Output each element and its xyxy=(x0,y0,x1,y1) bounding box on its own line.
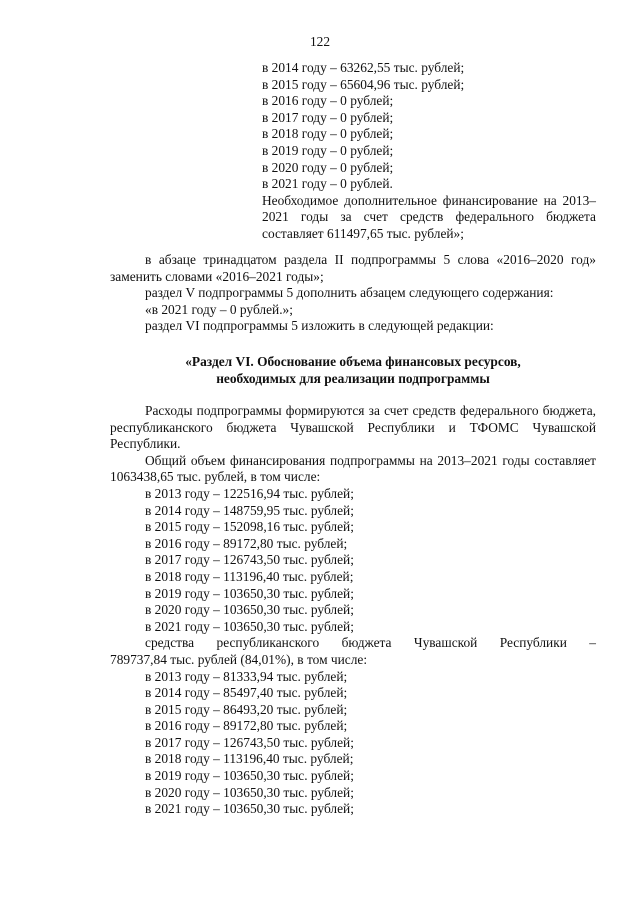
section-heading-line: «Раздел VI. Обоснование объема финансовых ресурсов, xyxy=(185,354,521,369)
list-item: в 2020 году – 103650,30 тыс. рублей; xyxy=(145,784,354,800)
list-item: в 2014 году – 63262,55 тыс. рублей; xyxy=(262,60,465,75)
amendment-paragraph: «в 2021 году – 0 рублей.»; xyxy=(145,301,293,317)
list-item: в 2017 году – 126743,50 тыс. рублей; xyxy=(145,734,354,750)
word: – xyxy=(589,635,596,651)
list-item: в 2016 году – 0 рублей; xyxy=(262,93,394,109)
financing-continuation xyxy=(262,60,596,243)
word: Республики xyxy=(499,635,567,651)
list-item: в 2020 году – 103650,30 тыс. рублей; xyxy=(145,602,354,618)
word: Чувашской xyxy=(413,635,478,651)
list-item: в 2015 году – 152098,16 тыс. рублей; xyxy=(145,519,354,535)
amendment-paragraph: в абзаце тринадцатом раздела II подпрограммы 5 слова «2016–2020 год» заменить словами «2016–2021 годы»; xyxy=(110,252,596,284)
page-number: 122 xyxy=(309,34,331,49)
list-item: в 2014 году – 85497,40 тыс. рублей; xyxy=(145,685,348,701)
list-item: в 2021 году – 103650,30 тыс. рублей; xyxy=(145,618,354,634)
list-item: в 2017 году – 126743,50 тыс. рублей; xyxy=(145,552,354,568)
word: средства xyxy=(145,635,195,651)
list-item: в 2018 году – 113196,40 тыс. рублей; xyxy=(145,751,354,767)
list-item: в 2016 году – 89172,80 тыс. рублей; xyxy=(145,535,348,551)
republic-budget-line xyxy=(110,635,596,652)
list-item: в 2013 году – 81333,94 тыс. рублей; xyxy=(145,668,348,684)
section-heading-line: необходимых для реализации подпрограммы xyxy=(216,371,490,386)
list-item: в 2015 году – 86493,20 тыс. рублей; xyxy=(145,701,348,717)
amendments xyxy=(110,252,596,335)
list-item: в 2019 году – 0 рублей; xyxy=(262,142,394,158)
list-item: в 2021 году – 103650,30 тыс. рублей; xyxy=(145,801,354,817)
word: бюджета xyxy=(341,635,392,651)
section-body xyxy=(110,403,596,818)
list-item: в 2013 году – 122516,94 тыс. рублей; xyxy=(145,485,354,501)
word: республиканского xyxy=(216,635,320,651)
list-item: в 2018 году – 0 рублей; xyxy=(262,126,394,142)
list-item: в 2016 году – 89172,80 тыс. рублей; xyxy=(145,718,348,734)
republic-budget-total: 789737,84 тыс. рублей (84,01%), в том числе: xyxy=(110,651,368,667)
sources-paragraph: Расходы подпрограммы формируются за счет средств федерального бюджета, республиканского бюджета Чувашской Республики и ТФОМС Чувашской Республики. xyxy=(110,403,596,452)
list-item: в 2020 году – 0 рублей; xyxy=(262,159,394,175)
list-item: в 2018 году – 113196,40 тыс. рублей; xyxy=(145,568,354,584)
total-paragraph: Общий объем финансирования подпрограммы на 2013–2021 годы составляет 1063438,65 тыс. рублей, в том числе: xyxy=(110,452,596,485)
list-item: в 2017 году – 0 рублей; xyxy=(262,109,394,125)
amendment-paragraph: раздел VI подпрограммы 5 изложить в следующей редакции: xyxy=(145,318,494,334)
section-heading xyxy=(110,353,596,387)
additional-financing-paragraph: Необходимое дополнительное финансирование на 2013–2021 годы за счет средств федерального бюджета составляет 611497,65 тыс. рублей»; xyxy=(262,192,596,241)
amendment-paragraph: раздел V подпрограммы 5 дополнить абзацем следующего содержания: xyxy=(145,285,554,301)
list-item: в 2021 году – 0 рублей. xyxy=(262,176,393,192)
list-item: в 2015 году – 65604,96 тыс. рублей; xyxy=(262,76,465,92)
list-item: в 2019 году – 103650,30 тыс. рублей; xyxy=(145,768,354,784)
list-item: в 2014 году – 148759,95 тыс. рублей; xyxy=(145,502,354,518)
list-item: в 2019 году – 103650,30 тыс. рублей; xyxy=(145,585,354,601)
